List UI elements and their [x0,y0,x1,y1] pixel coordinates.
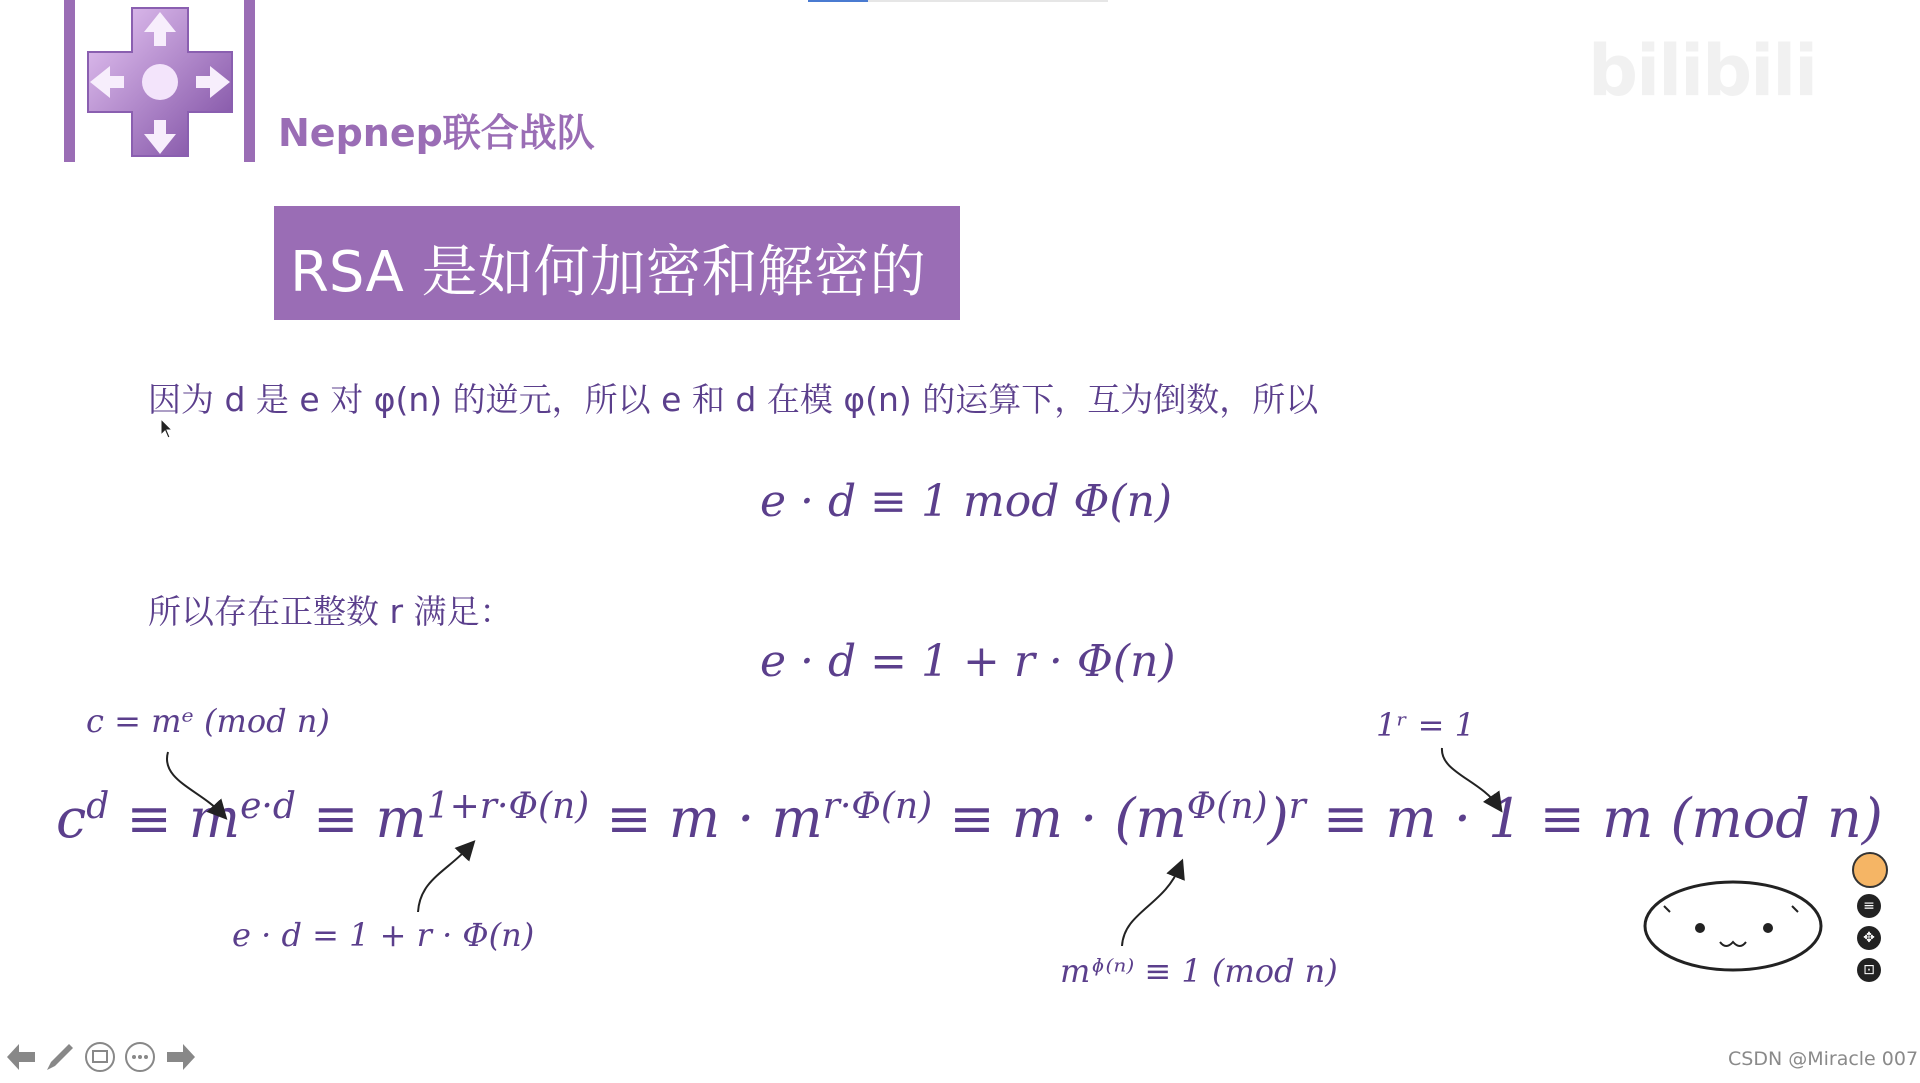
main-m3: m · m [668,787,823,850]
explanation-line-1: 因为 d 是 e 对 φ(n) 的逆元，所以 e 和 d 在模 φ(n) 的运算下，互为倒数，所以 [148,380,1319,419]
brand-name: Nepnep联合战队 [278,111,595,155]
annotation-euler: mᶲ⁽ⁿ⁾ ≡ 1 (mod n) [1060,952,1338,990]
eq-sym-2: ≡ [313,787,359,850]
prev-arrow-icon[interactable] [4,1040,40,1076]
explanation-line-2: 所以存在正整数 r 满足： [148,592,513,631]
mascot-face-icon [1642,872,1824,972]
bilibili-watermark: bilibili [1588,30,1817,112]
move-icon[interactable]: ✥ [1857,926,1881,950]
eq-sym-1: ≡ [126,787,172,850]
annotation-encryption: c = mᵉ (mod n) [86,702,330,740]
eq-sym-5: ≡ [1323,787,1369,850]
eq-sym-3: ≡ [606,787,652,850]
csdn-credit: CSDN @Miracle 007 [1728,1048,1919,1070]
main-exp3: r·Φ(n) [822,786,933,827]
main-tail: m · 1 ≡ m (mod n) [1385,787,1883,850]
main-exp4: Φ(n) [1186,786,1268,827]
eq-sym-4: ≡ [949,787,995,850]
main-m1: m [188,787,241,850]
annotation-ed: e · d = 1 + r · Φ(n) [232,916,535,954]
equation-2: e · d = 1 + r · Φ(n) [760,636,1176,687]
avatar-ball-icon[interactable] [1852,852,1888,888]
main-d: d [86,786,110,827]
menu-icon[interactable]: ≡ [1857,894,1881,918]
main-r: r [1288,786,1306,827]
mouse-cursor-icon [160,418,174,444]
main-close: ) [1267,787,1289,850]
annotation-one-power: 1ʳ = 1 [1376,706,1475,744]
main-ed: e·d [240,786,296,827]
next-arrow-icon[interactable] [162,1040,198,1076]
main-c: c [56,787,87,850]
main-m4: m · (m [1011,787,1187,850]
window-icon[interactable]: ⊡ [1857,958,1881,982]
more-icon[interactable] [122,1040,158,1076]
slide-title: RSA 是如何加密和解密的 [290,240,926,305]
main-exp2: 1+r·Φ(n) [426,786,590,827]
pen-icon[interactable] [42,1040,78,1076]
main-m2: m [375,787,427,850]
screen-icon[interactable] [82,1040,118,1076]
equation-1: e · d ≡ 1 mod Φ(n) [760,476,1173,527]
